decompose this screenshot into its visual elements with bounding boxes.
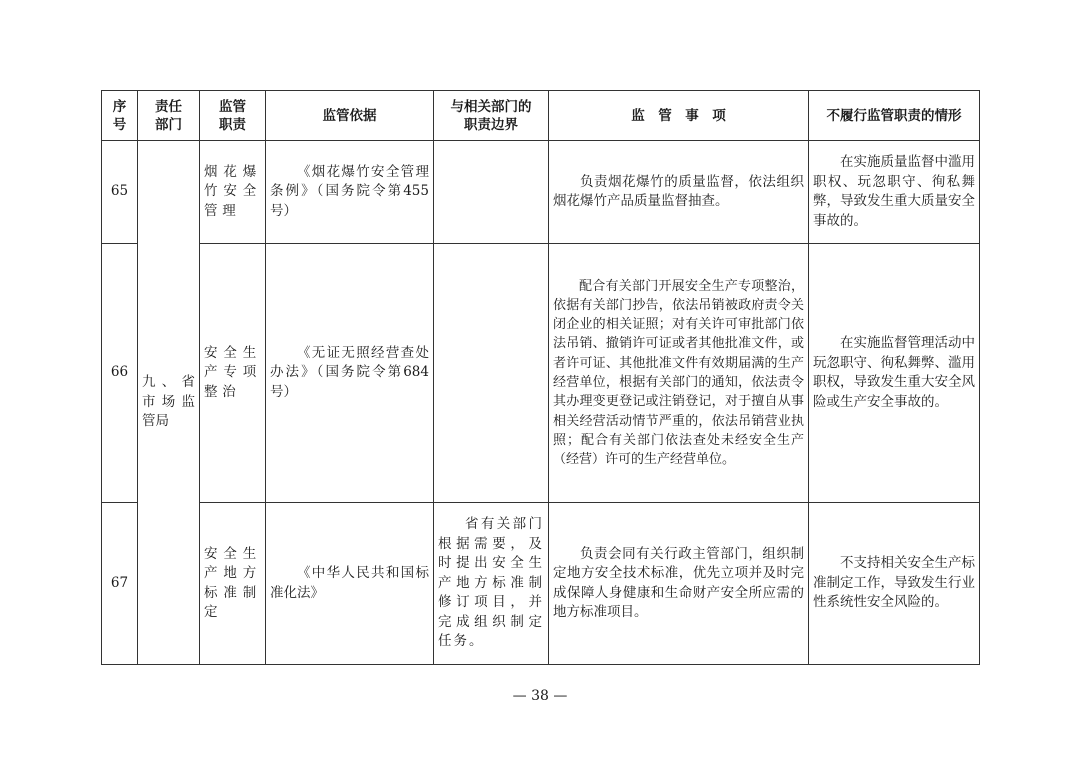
row-seq: 66	[102, 244, 138, 503]
row-boundary	[434, 244, 549, 503]
table-row	[102, 141, 980, 244]
row-failures: 不支持相关安全生产标准制定工作，导致发生行业性系统性安全风险的。	[809, 503, 980, 665]
header-row	[102, 91, 980, 141]
row-items: 配合有关部门开展安全生产专项整治，依据有关部门抄告，依法吊销被政府责令关闭企业的相关证照；对有关许可审批部门依法吊销、撤销许可证或者其他批准文件，或者许可证、其他批准文件有效期届满的生产经营单位，根据有关部门的通知，依法责令其办理变更登记或注销登记，对于擅自从事相关经营活动情节严重的，依法吊销营业执照；配合有关部门依法查处未经安全生产（经营）许可的生产经营单位。	[549, 244, 809, 503]
page-number: — 38 —	[512, 688, 568, 704]
row-dept: 九、省市场监管局	[138, 141, 200, 665]
row-boundary: 省有关部门根据需要，及时提出安全生产地方标准制修订项目，并完成组织制定任务。	[434, 503, 549, 665]
row-seq: 67	[102, 503, 138, 665]
row-boundary	[434, 141, 549, 244]
header-items: 监 管 事 项	[549, 91, 809, 141]
supervision-table	[101, 90, 980, 665]
header-boundary: 与相关部门的 职责边界	[434, 91, 549, 141]
row-failures: 在实施质量监督中滥用职权、玩忽职守、徇私舞弊，导致发生重大质量安全事故的。	[809, 141, 980, 244]
row-basis: 《无证无照经营查处办法》（国务院令第684号）	[266, 244, 434, 503]
table-row	[102, 503, 980, 665]
row-basis: 《烟花爆竹安全管理条例》（国务院令第455号）	[266, 141, 434, 244]
table-row	[102, 244, 980, 503]
header-seq: 序 号	[102, 91, 138, 141]
row-items: 负责会同有关行政主管部门，组织制定地方安全技术标准，优先立项并及时完成保障人身健康和生命财产安全所应需的地方标准项目。	[549, 503, 809, 665]
header-failures: 不履行监管职责的情形	[809, 91, 980, 141]
row-items: 负责烟花爆竹的质量监督，依法组织烟花爆竹产品质量监督抽查。	[549, 141, 809, 244]
row-duty: 安全生产专项整治	[200, 244, 266, 503]
row-basis: 《中华人民共和国标准化法》	[266, 503, 434, 665]
row-failures: 在实施监督管理活动中玩忽职守、徇私舞弊、滥用职权，导致发生重大安全风险或生产安全事故的。	[809, 244, 980, 503]
header-duty: 监管 职责	[200, 91, 266, 141]
row-duty: 安全生产地方标准制定	[200, 503, 266, 665]
header-dept: 责任 部门	[138, 91, 200, 141]
row-duty: 烟花爆竹安全管理	[200, 141, 266, 244]
header-basis: 监管依据	[266, 91, 434, 141]
row-seq: 65	[102, 141, 138, 244]
